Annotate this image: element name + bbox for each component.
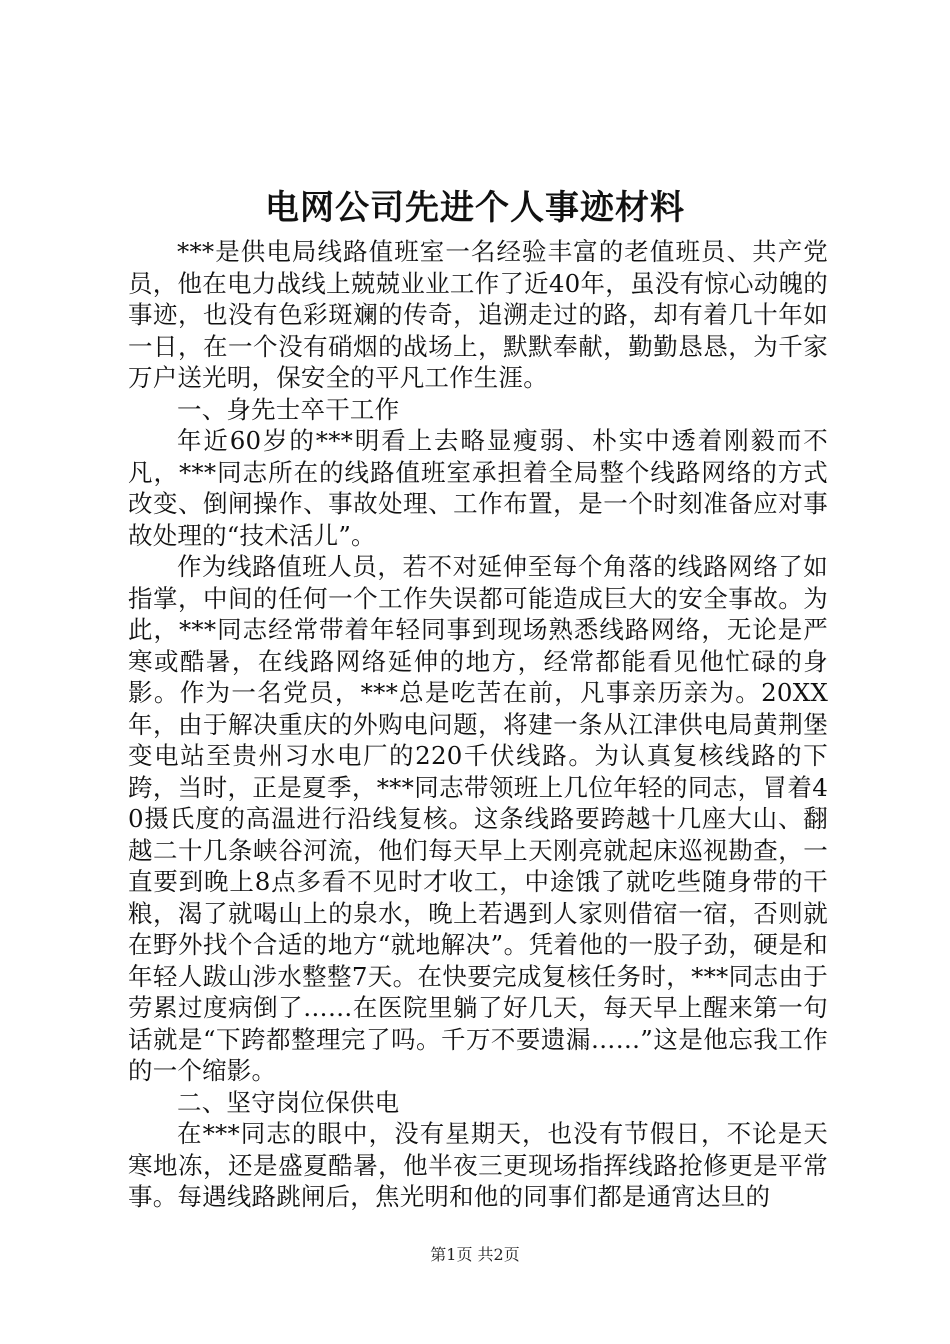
paragraph-section1-b: 作为线路值班人员，若不对延伸至每个角落的线路网络了如指掌，中间的任何一个工作失误都可能造成巨大的安全事故。为此，***同志经常带着年轻同事到现场熟悉线路网络，无论是严寒或酷暑，在线路网络延伸的地方，经常都能看见他忙碌的身影。作为一名党员，***总是吃苦在前，凡事亲历亲为。20XX年，由于解决重庆的外购电问题，将建一条从江津供电局黄荆堡变电站至贵州习水电厂的220千伏线路。为认真复核线路的下跨，当时，正是夏季，***同志带领班上几位年轻的同志，冒着40摄氏度的高温进行沿线复核。这条线路要跨越十几座大山、翻越二十几条峡谷河流，他们每天早上天刚亮就起床巡视勘查，一直要到晚上8点多看不见时才收工，中途饿了就吃些随身带的干粮，渴了就喝山上的泉水，晚上若遇到人家则借宿一宿，否则就在野外找个合适的地方“就地解决”。凭着他的一股子劲，硬是和年轻人跋山涉水整整7天。在快要完成复核任务时，***同志由于劳累过度病倒了……在医院里躺了好几天，每天早上醒来第一句话就是“下跨都整理完了吗。千万不要遗漏……”这是他忘我工作的一个缩影。	[128, 552, 828, 1085]
paragraph-section2-a: 在***同志的眼中，没有星期天，也没有节假日，不论是天寒地冻，还是盛夏酷暑，他半夜三更现场指挥线路抢修更是平常事。每遇线路跳闸后，焦光明和他的同事们都是通宵达旦的	[128, 1119, 828, 1211]
page-number-footer: 第1页 共2页	[430, 1245, 520, 1264]
section-heading-2: 二、坚守岗位保供电	[177, 1087, 400, 1117]
paragraph-intro: ***是供电局线路值班室一名经验丰富的老值班员、共产党员，他在电力战线上兢兢业业工作了近40年，虽没有惊心动魄的事迹，也没有色彩斑斓的传奇，追溯走过的路，却有着几十年如一日，在一个没有硝烟的战场上，默默奉献，勤勤恳恳，为千家万户送光明，保安全的平凡工作生涯。	[128, 237, 828, 392]
document-body	[128, 236, 828, 1213]
document-title: 电网公司先进个人事迹材料	[265, 188, 685, 228]
section-heading-1: 一、身先士卒干工作	[177, 394, 400, 424]
paragraph-section1-a: 年近60岁的***明看上去略显瘦弱、朴实中透着刚毅而不凡，***同志所在的线路值班室承担着全局整个线路网络的方式改变、倒闸操作、事故处理、工作布置，是一个时刻准备应对事故处理的“技术活儿”。	[128, 426, 828, 550]
